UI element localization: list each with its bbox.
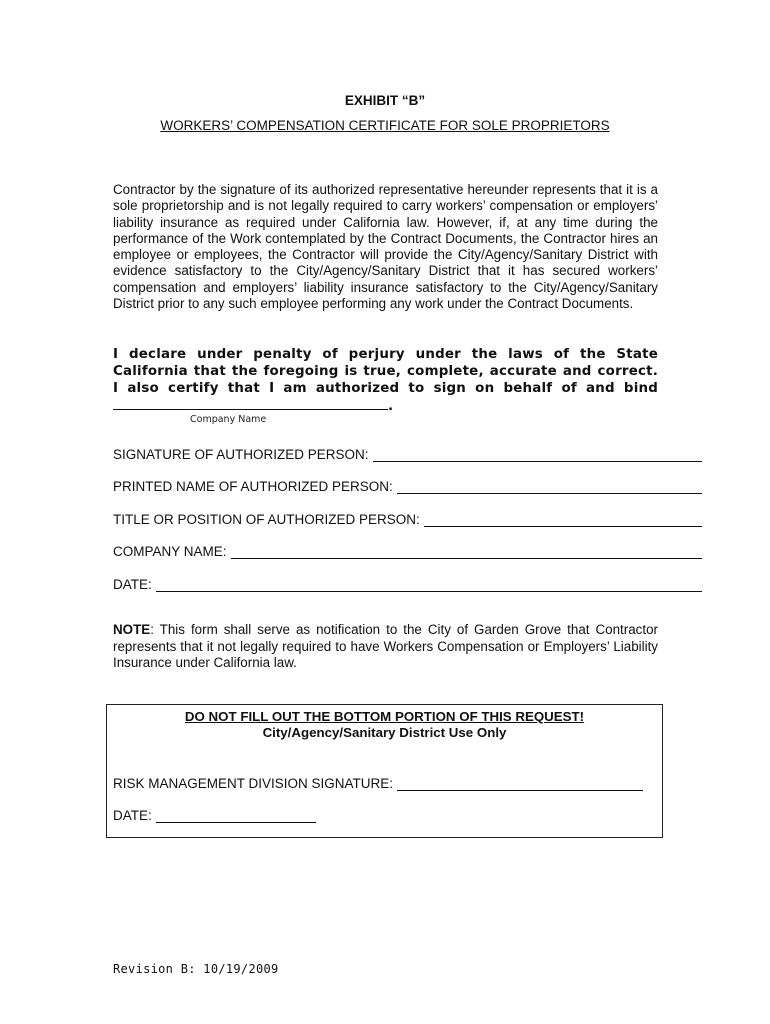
signature-label: SIGNATURE OF AUTHORIZED PERSON: <box>113 447 369 462</box>
document-title: WORKERS’ COMPENSATION CERTIFICATE FOR SOLE PROPRIETORS <box>160 118 610 133</box>
company-name-field <box>113 539 702 559</box>
title-position-label: TITLE OR POSITION OF AUTHORIZED PERSON: <box>113 512 420 527</box>
title-position-field <box>113 507 702 527</box>
printed-name-label: PRINTED NAME OF AUTHORIZED PERSON: <box>113 479 393 494</box>
perjury-declaration <box>113 346 658 415</box>
risk-signature-field <box>113 771 643 791</box>
revision-label: Revision B: 10/19/2009 <box>113 962 279 976</box>
company-name-line[interactable] <box>231 544 702 559</box>
note-text: : This form shall serve as notification to the City of Garden Grove that Contractor represents that it not legally required to have Workers Compensation or Employers’ Liability Insurance under California law. <box>113 622 658 670</box>
risk-signature-line[interactable] <box>397 776 643 791</box>
declaration-text: I declare under penalty of perjury under the laws of the State California that the foregoing is true, complete, accurate and correct. I also certify that I am authorized to sign on behalf of and bind <box>113 347 658 396</box>
company-name-blank[interactable] <box>113 397 388 410</box>
exhibit-label: EXHIBIT “B” <box>344 93 426 108</box>
risk-signature-label: RISK MANAGEMENT DIVISION SIGNATURE: <box>113 776 394 791</box>
printed-name-line[interactable] <box>397 479 702 494</box>
date-label: DATE: <box>113 577 152 592</box>
date-field <box>113 572 702 592</box>
office-date-line[interactable] <box>156 808 316 823</box>
company-name-label: COMPANY NAME: <box>113 544 227 559</box>
signature-field <box>113 442 702 462</box>
signature-line[interactable] <box>373 447 702 462</box>
office-use-subtitle: City/Agency/Sanitary District Use Only <box>262 725 507 740</box>
note-label: NOTE <box>113 622 151 637</box>
declaration-period: . <box>388 399 394 414</box>
contractor-representation-paragraph: Contractor by the signature of its authorized representative hereunder represents that it is a sole proprietorship and is not legally required to carry workers’ compensation or employers’ liability insurance as required under California law. However, if, at any time during the performance of the Work contemplated by the Contract Documents, the Contractor hires an employee or employees, the Contractor will provide the City/Agency/Sanitary District with evidence satisfactory to the City/Agency/Sanitary District that it has secured workers’ compensation and employers’ liability insurance satisfactory to the City/Agency/Sanitary District prior to any such employee performing any work under the Contract Documents. <box>113 182 658 312</box>
date-line[interactable] <box>156 577 702 592</box>
title-position-line[interactable] <box>424 512 702 527</box>
note-paragraph <box>113 622 658 672</box>
office-use-warning: DO NOT FILL OUT THE BOTTOM PORTION OF THIS REQUEST! <box>184 709 585 724</box>
company-name-caption: Company Name <box>190 414 267 425</box>
office-date-field <box>113 803 316 823</box>
office-date-label: DATE: <box>113 808 152 823</box>
printed-name-field <box>113 474 702 494</box>
office-use-box <box>106 704 663 838</box>
